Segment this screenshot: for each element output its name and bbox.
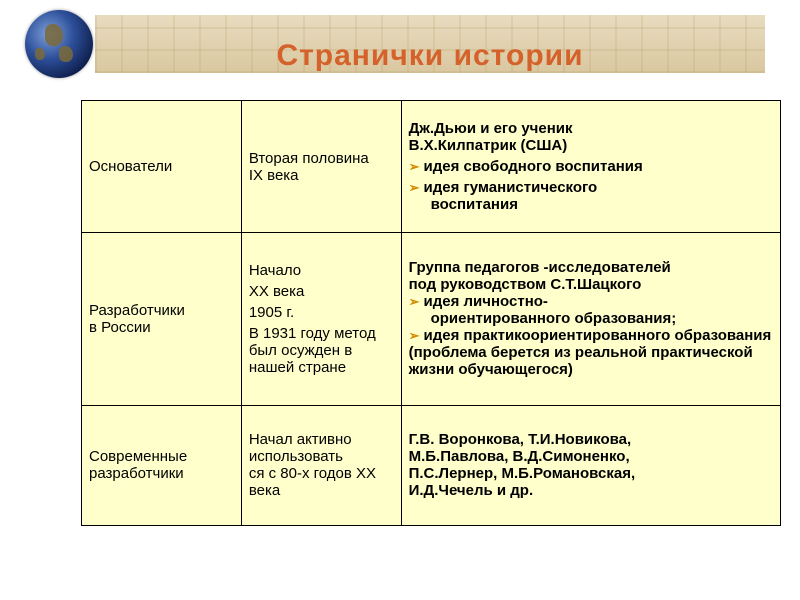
bullet-text: идея личностно- (423, 293, 548, 311)
table-cell (401, 233, 780, 405)
cell-text: Основатели (89, 158, 173, 176)
cell-text: Г.В. Воронкова, Т.И.Новикова, (408, 431, 632, 449)
cell-text: в России (89, 318, 151, 336)
table-cell (82, 405, 242, 525)
table-cell (241, 101, 401, 233)
bullet-text: идея гуманистического (423, 179, 598, 197)
arrow-bullet-icon: ➢ (408, 180, 420, 196)
arrow-bullet-icon: ➢ (408, 159, 420, 175)
table-cell (241, 405, 401, 525)
cell-text: Вторая половина (248, 149, 369, 167)
table-cell (401, 101, 780, 233)
cell-text: XX века (248, 282, 305, 300)
cell-text: И.Д.Чечель и др. (408, 482, 534, 500)
cell-text: разработчики (89, 465, 184, 483)
table-cell (82, 101, 242, 233)
cell-text: IX века (248, 166, 299, 184)
cell-text: Дж.Дьюи и его ученик (408, 120, 573, 138)
bullet-text: идея практикоориентированного образования (проблема берется из реальной практической жизни обучающегося) (408, 327, 772, 379)
cell-text: Группа педагогов -исследователей (408, 259, 671, 277)
cell-text: В.Х.Килпатрик (США) (408, 137, 568, 155)
history-table (81, 100, 781, 526)
bullet-text-continued: воспитания (430, 196, 518, 214)
bullet-item (409, 327, 773, 378)
cell-text: Современные (89, 448, 188, 466)
cell-text: П.С.Лернер, М.Б.Романовская, (408, 465, 636, 483)
table-row (82, 405, 781, 525)
arrow-bullet-icon: ➢ (408, 328, 420, 344)
table-row (82, 233, 781, 405)
bullet-item (409, 158, 773, 175)
table-cell (241, 233, 401, 405)
cell-text: под руководством С.Т.Шацкого (408, 276, 642, 294)
table-cell (82, 233, 242, 405)
cell-text: В 1931 году метод был осужден в нашей стране (248, 324, 376, 376)
cell-text: М.Б.Павлова, В.Д.Симоненко, (408, 448, 630, 466)
cell-text: Разработчики (89, 301, 185, 319)
bullet-text: идея свободного воспитания (423, 158, 643, 176)
title-banner (95, 15, 765, 73)
cell-text: Начало (248, 261, 302, 279)
cell-text: Начал активно использовать (248, 431, 352, 466)
arrow-bullet-icon: ➢ (408, 294, 420, 310)
cell-text: ся с 80-х годов XX века (248, 465, 377, 500)
table-row (82, 101, 781, 233)
bullet-text-continued: ориентированного образования; (430, 310, 677, 328)
page-title: Странички истории (276, 39, 584, 72)
bullet-item (409, 293, 773, 310)
cell-text: 1905 г. (248, 303, 295, 321)
bullet-item (409, 179, 773, 196)
table-cell (401, 405, 780, 525)
globe-icon (25, 10, 93, 78)
